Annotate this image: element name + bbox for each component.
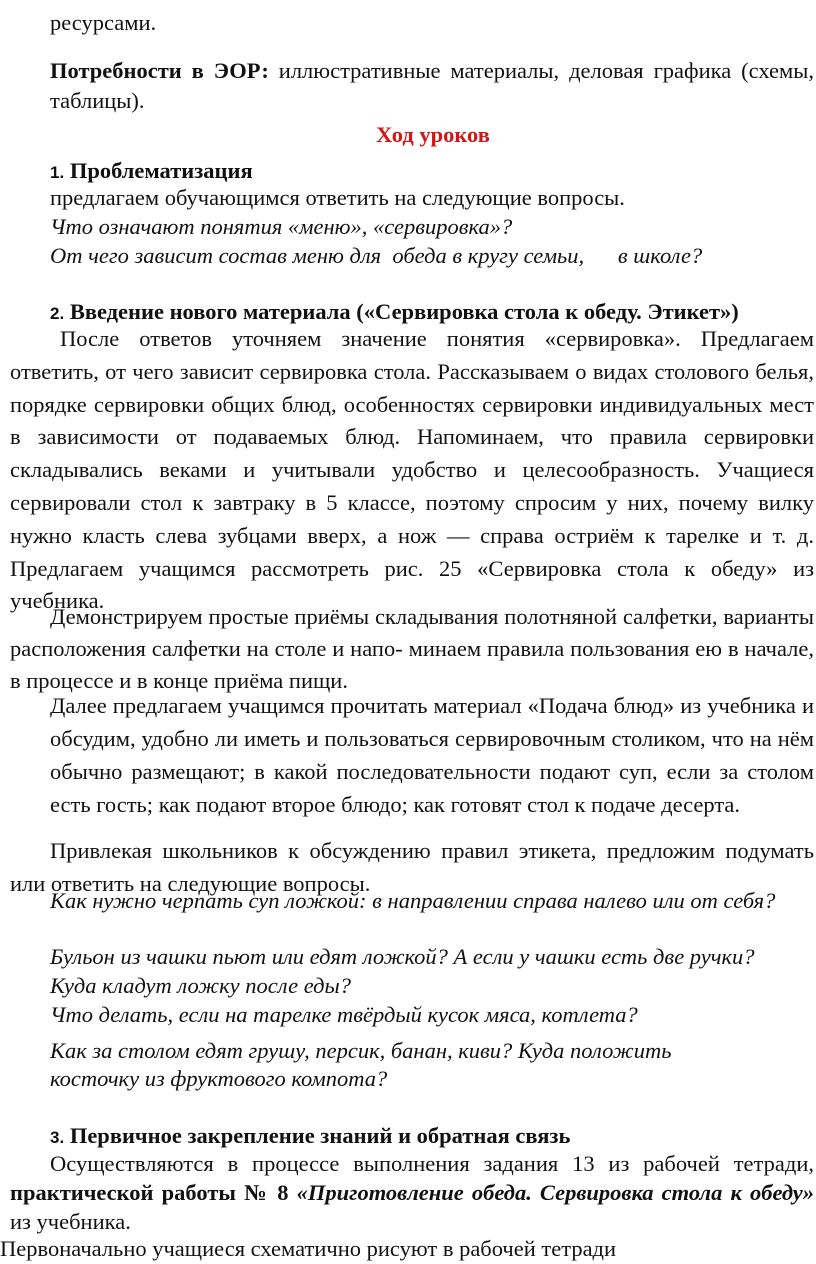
needs-text: иллюстративные материалы, деловая графика (схемы, таблицы). — [50, 58, 814, 113]
intro-tail: ресурсами. — [50, 10, 157, 35]
section2-paragraph-1: После ответов уточняем значение понятия «сервировка». Предлагаем ответить, от чего зависит сервировка стола. Рассказываем о видах столового белья, порядке сервировки общих блюд, особенностях сервировки индивидуальных мест в зависимости от подаваемых блюд. Напоминаем, что правила сервировки складывались веками и учитывали удобство и целесообразность. Учащиеся сервировали стол к завтраку в 5 классе, поэтому спросим у них, почему вилку нужно класть слева зубцами вверх, а нож — справа остриём к тарелке и т. д. Предлагаем учащимся рассмотреть рис. 25 «Сервировка стола к обеду» из учебника. — [10, 326, 814, 614]
section2-question-3: Куда кладут ложку после еды? — [50, 973, 352, 998]
section1-question-1: Что означают понятия «меню», «сервировка»? — [50, 214, 513, 239]
section2-paragraph-2: Демонстрируем простые приёмы складывания полотняной салфетки, варианты расположения салфетки на столе и напо- минаем правила пользования ею в начале, в процессе и в конце приёма пищи. — [10, 604, 814, 693]
section1-number: 1. — [50, 163, 65, 182]
section3-last-line: Первоначально учащиеся схематично рисуют в рабочей тетради — [0, 1236, 617, 1261]
needs-label: Потребности в ЭОР: — [50, 58, 269, 83]
section2-number: 2. — [50, 304, 65, 323]
section2-title: Введение нового материала («Сервировка стола к обеду. Этикет») — [69, 299, 739, 324]
section2-question-5: Как за столом едят грушу, персик, банан, киви? Куда положить косточку из фруктового компота? — [50, 1038, 672, 1091]
section1-title: Проблематизация — [69, 158, 253, 183]
section3-text-end: из учебника. — [10, 1209, 131, 1234]
section2-question-2: Бульон из чашки пьют или едят ложкой? А если у чашки есть две ручки? — [50, 944, 755, 969]
section1-line: предлагаем обучающимся ответить на следующие вопросы. — [50, 185, 625, 210]
section1-question-2: От чего зависит состав меню для обеда в кругу семьи, в школе? — [50, 243, 703, 268]
section3-number: 3. — [50, 1128, 65, 1147]
section3-paragraph — [10, 1149, 814, 1236]
section3-text-start: Осуществляются в процессе выполнения задания 13 из рабочей тетради, — [50, 1151, 814, 1176]
section2-question-1: Как нужно черпать суп ложкой: в направлении справа налево или от себя? — [50, 888, 776, 913]
lesson-title: Ход уроков — [376, 122, 490, 147]
section3-practical-work: практической работы № 8 — [10, 1180, 297, 1205]
section2-paragraph-4: Привлекая школьников к обсуждению правил этикета, предложим подумать или ответить на следующие вопросы. — [10, 838, 814, 896]
needs-paragraph — [50, 56, 814, 116]
section2-paragraph-3: Далее предлагаем учащимся прочитать материал «Подача блюд» из учебника и обсудим, удобно ли иметь и пользоваться сервировочным столиком, что на нём обычно размещают; в какой последовательности подают суп, если за столом есть гость; как подают второе блюдо; как готовят стол к подаче десерта. — [50, 693, 814, 817]
section3-work-title: «Приготовление обеда. Сервировка стола к обеду» — [296, 1180, 814, 1205]
section2-question-4: Что делать, если на тарелке твёрдый кусок мяса, котлета? — [50, 1002, 638, 1027]
section3-title: Первичное закрепление знаний и обратная связь — [69, 1123, 571, 1148]
